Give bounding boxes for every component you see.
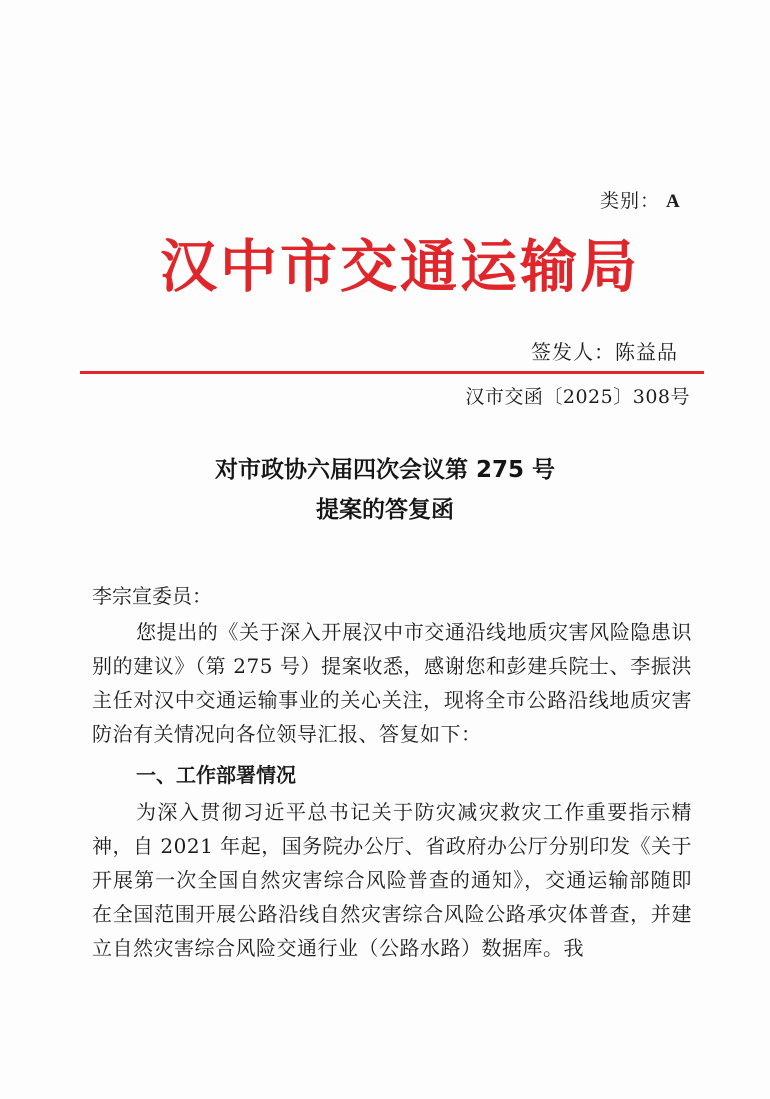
red-divider-line: [80, 371, 704, 374]
title-line-2: 提案的答复函: [316, 497, 454, 523]
document-title: [120, 450, 650, 530]
signer: 签发人：陈益品: [531, 340, 678, 364]
category-value: A: [666, 191, 681, 212]
title-line-1: 对市政协六届四次会议第 275 号: [214, 457, 556, 483]
document-number: 汉市交函〔2025〕308号: [465, 386, 690, 408]
salutation: 李宗宣委员：: [92, 584, 212, 608]
body-paragraph-2: 为深入贯彻习近平总书记关于防灾减灾救灾工作重要指示精神，自 2021 年起，国务院办公厅、省政府办公厅分别印发《关于开展第一次全国自然灾害综合风险普查的通知》，交通运输部随即在全国范围开展公路沿线自然灾害综合风险公路承灾体普查，并建立自然灾害综合风险交通行业（公路水路）数据库。我: [92, 800, 692, 960]
body-paragraph-1: 您提出的《关于深入开展汉中市交通沿线地质灾害风险隐患识别的建议》（第 275 号）提案收悉，感谢您和彭建兵院士、李振洪主任对汉中交通运输事业的关心关注，现将全市公路沿线地质灾害防治有关情况向各位领导汇报、答复如下：: [92, 620, 692, 746]
agency-name-header: 汉中市交通运输局: [160, 234, 640, 300]
document-category: [600, 186, 681, 213]
category-label: 类别：: [600, 190, 661, 212]
section-heading-1: 一、工作部署情况: [136, 763, 296, 787]
